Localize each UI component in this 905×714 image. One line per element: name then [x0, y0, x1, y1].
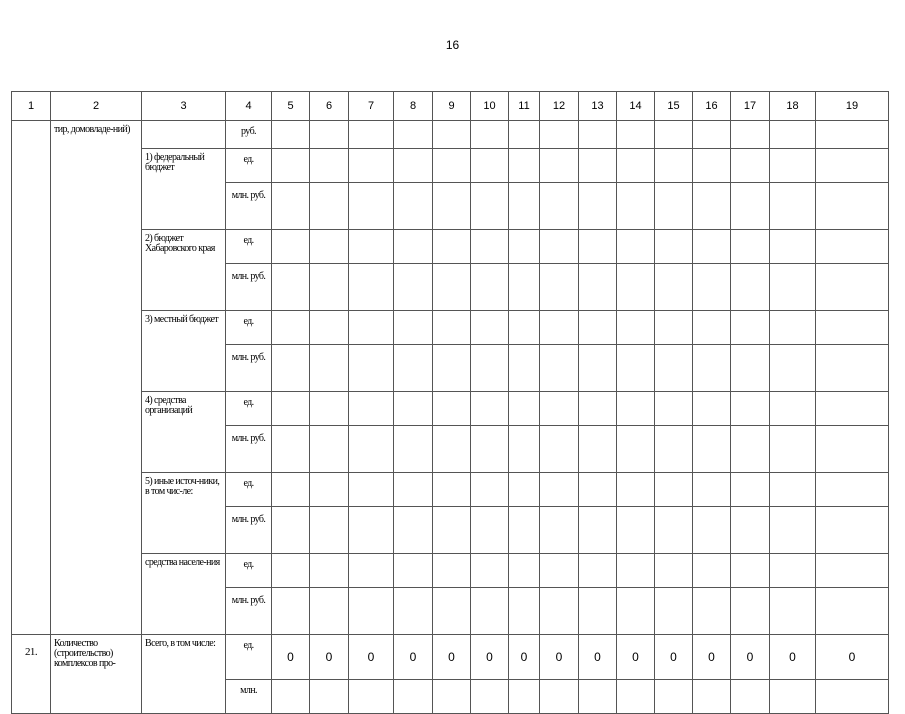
value-cell [433, 345, 471, 392]
value-cell [394, 680, 433, 714]
value-cell [433, 680, 471, 714]
header-cell: 17 [731, 92, 770, 121]
value-cell [540, 345, 579, 392]
source-cell: 4) средства организаций [142, 392, 226, 473]
value-cell [349, 680, 394, 714]
value-cell [471, 264, 509, 311]
unit-cell: млн. руб. [226, 345, 272, 392]
value-cell [693, 149, 731, 183]
value-cell [471, 680, 509, 714]
value-cell [509, 230, 540, 264]
value-cell [310, 680, 349, 714]
table-row [12, 554, 889, 588]
value-cell [731, 426, 770, 473]
value-cell [349, 588, 394, 635]
value-cell [310, 264, 349, 311]
value-cell [579, 554, 617, 588]
value-cell [509, 588, 540, 635]
value-cell [394, 426, 433, 473]
unit-cell: руб. [226, 121, 272, 149]
value-cell [579, 473, 617, 507]
value-cell [310, 183, 349, 230]
unit-cell: млн. руб. [226, 588, 272, 635]
value-cell [617, 230, 655, 264]
value-cell [816, 680, 889, 714]
value-cell [770, 345, 816, 392]
value-cell [272, 426, 310, 473]
value-cell [509, 345, 540, 392]
value-cell [655, 507, 693, 554]
value-cell [540, 230, 579, 264]
value-cell [310, 392, 349, 426]
value-cell [770, 149, 816, 183]
value-cell [731, 149, 770, 183]
value-cell [731, 230, 770, 264]
value-cell [617, 680, 655, 714]
value-cell [816, 183, 889, 230]
value-cell [579, 311, 617, 345]
unit-cell: млн. [226, 680, 272, 714]
value-cell [617, 311, 655, 345]
value-cell [433, 392, 471, 426]
value-cell [471, 426, 509, 473]
value-cell [655, 183, 693, 230]
value-cell [579, 392, 617, 426]
indicator-name-cell: тир, домовладе-ний) [51, 121, 142, 635]
value-cell [540, 507, 579, 554]
value-cell [471, 392, 509, 426]
value-cell [471, 345, 509, 392]
value-cell [579, 183, 617, 230]
value-cell [349, 121, 394, 149]
value-cell [655, 588, 693, 635]
value-cell [731, 311, 770, 345]
header-cell: 11 [509, 92, 540, 121]
value-cell [471, 230, 509, 264]
header-cell: 5 [272, 92, 310, 121]
value-cell [655, 426, 693, 473]
value-cell [310, 588, 349, 635]
value-cell [770, 588, 816, 635]
unit-cell: ед. [226, 230, 272, 264]
value-cell [540, 264, 579, 311]
value-cell [579, 121, 617, 149]
value-cell [617, 588, 655, 635]
value-cell [816, 507, 889, 554]
value-cell [693, 345, 731, 392]
value-cell [349, 473, 394, 507]
value-cell [579, 588, 617, 635]
source-cell: 2) бюджет Хабаровского края [142, 230, 226, 311]
value-cell [770, 392, 816, 426]
value-cell [816, 264, 889, 311]
unit-cell: млн. руб. [226, 507, 272, 554]
table-row [12, 230, 889, 264]
value-cell [471, 311, 509, 345]
value-cell [816, 392, 889, 426]
value-cell [272, 183, 310, 230]
value-cell [310, 473, 349, 507]
header-cell: 10 [471, 92, 509, 121]
value-cell [617, 264, 655, 311]
value-cell [310, 426, 349, 473]
value-cell [394, 554, 433, 588]
value-cell: 0 [540, 635, 579, 680]
header-cell: 3 [142, 92, 226, 121]
value-cell [349, 345, 394, 392]
value-cell [816, 311, 889, 345]
value-cell [540, 588, 579, 635]
value-cell [540, 392, 579, 426]
value-cell [770, 473, 816, 507]
value-cell [509, 264, 540, 311]
value-cell [509, 426, 540, 473]
value-cell [349, 149, 394, 183]
value-cell: 0 [617, 635, 655, 680]
unit-cell: ед. [226, 311, 272, 345]
table-row [12, 311, 889, 345]
value-cell [655, 264, 693, 311]
value-cell [816, 345, 889, 392]
value-cell [394, 392, 433, 426]
value-cell [693, 507, 731, 554]
value-cell [655, 311, 693, 345]
source-cell: Всего, в том числе: [142, 635, 226, 714]
value-cell [693, 121, 731, 149]
unit-cell: ед. [226, 149, 272, 183]
value-cell [816, 554, 889, 588]
value-cell [540, 311, 579, 345]
header-cell: 1 [12, 92, 51, 121]
value-cell [394, 183, 433, 230]
value-cell [617, 149, 655, 183]
unit-cell: млн. руб. [226, 426, 272, 473]
value-cell [731, 680, 770, 714]
value-cell [693, 680, 731, 714]
value-cell [540, 680, 579, 714]
header-cell: 4 [226, 92, 272, 121]
value-cell [272, 121, 310, 149]
value-cell [310, 554, 349, 588]
value-cell [471, 149, 509, 183]
value-cell [310, 345, 349, 392]
value-cell [816, 588, 889, 635]
value-cell [509, 311, 540, 345]
value-cell [617, 507, 655, 554]
header-cell: 2 [51, 92, 142, 121]
value-cell [272, 149, 310, 183]
value-cell [655, 680, 693, 714]
value-cell [349, 264, 394, 311]
value-cell: 0 [394, 635, 433, 680]
header-cell: 14 [617, 92, 655, 121]
value-cell [433, 183, 471, 230]
value-cell [655, 554, 693, 588]
value-cell [693, 264, 731, 311]
value-cell [693, 426, 731, 473]
value-cell [471, 473, 509, 507]
value-cell [693, 588, 731, 635]
header-cell: 7 [349, 92, 394, 121]
value-cell: 0 [509, 635, 540, 680]
value-cell [509, 121, 540, 149]
value-cell [349, 230, 394, 264]
value-cell [540, 121, 579, 149]
value-cell [655, 392, 693, 426]
value-cell [540, 554, 579, 588]
value-cell [731, 392, 770, 426]
indicator-name-cell: Количество (строительство) комплексов про- [51, 635, 142, 714]
value-cell [272, 554, 310, 588]
value-cell [617, 345, 655, 392]
value-cell [655, 230, 693, 264]
value-cell [509, 392, 540, 426]
row-number-cell [12, 121, 51, 635]
header-cell: 15 [655, 92, 693, 121]
value-cell: 0 [310, 635, 349, 680]
value-cell [310, 149, 349, 183]
value-cell [509, 473, 540, 507]
value-cell [394, 264, 433, 311]
value-cell [816, 121, 889, 149]
value-cell [579, 345, 617, 392]
value-cell [770, 554, 816, 588]
value-cell [655, 149, 693, 183]
value-cell [617, 473, 655, 507]
table-row [12, 392, 889, 426]
value-cell [433, 426, 471, 473]
value-cell: 0 [471, 635, 509, 680]
value-cell [509, 680, 540, 714]
value-cell [509, 183, 540, 230]
value-cell [579, 507, 617, 554]
value-cell [731, 588, 770, 635]
header-cell: 19 [816, 92, 889, 121]
value-cell [433, 311, 471, 345]
value-cell [509, 507, 540, 554]
value-cell [617, 392, 655, 426]
value-cell [617, 426, 655, 473]
value-cell: 0 [655, 635, 693, 680]
value-cell [349, 507, 394, 554]
value-cell: 0 [579, 635, 617, 680]
value-cell [770, 426, 816, 473]
value-cell [310, 311, 349, 345]
header-cell: 18 [770, 92, 816, 121]
value-cell [731, 345, 770, 392]
value-cell: 0 [816, 635, 889, 680]
unit-cell: ед. [226, 473, 272, 507]
value-cell [272, 345, 310, 392]
value-cell [693, 473, 731, 507]
value-cell [579, 426, 617, 473]
data-table [11, 91, 889, 714]
value-cell: 0 [731, 635, 770, 680]
header-row [12, 92, 889, 121]
value-cell [770, 121, 816, 149]
value-cell [693, 554, 731, 588]
table-row [12, 121, 889, 149]
value-cell [579, 264, 617, 311]
value-cell [731, 183, 770, 230]
value-cell [310, 121, 349, 149]
value-cell [540, 183, 579, 230]
header-cell: 13 [579, 92, 617, 121]
value-cell [770, 507, 816, 554]
unit-cell: ед. [226, 554, 272, 588]
value-cell [731, 121, 770, 149]
value-cell [655, 473, 693, 507]
value-cell [693, 311, 731, 345]
table-row [12, 473, 889, 507]
value-cell [731, 264, 770, 311]
value-cell [471, 588, 509, 635]
table-row [12, 149, 889, 183]
value-cell [394, 588, 433, 635]
source-cell: 1) федеральный бюджет [142, 149, 226, 230]
value-cell [770, 264, 816, 311]
value-cell: 0 [770, 635, 816, 680]
value-cell [394, 149, 433, 183]
value-cell [394, 230, 433, 264]
value-cell [272, 473, 310, 507]
value-cell [471, 121, 509, 149]
value-cell [655, 345, 693, 392]
header-cell: 6 [310, 92, 349, 121]
value-cell [310, 230, 349, 264]
value-cell [816, 149, 889, 183]
value-cell [540, 426, 579, 473]
value-cell [770, 680, 816, 714]
value-cell [433, 507, 471, 554]
value-cell [770, 311, 816, 345]
value-cell [272, 392, 310, 426]
value-cell: 0 [272, 635, 310, 680]
value-cell [731, 473, 770, 507]
value-cell [349, 183, 394, 230]
value-cell [394, 507, 433, 554]
value-cell [349, 311, 394, 345]
value-cell [731, 554, 770, 588]
value-cell [433, 230, 471, 264]
unit-cell: млн. руб. [226, 183, 272, 230]
value-cell [693, 183, 731, 230]
value-cell [770, 230, 816, 264]
value-cell [731, 507, 770, 554]
value-cell [349, 392, 394, 426]
value-cell [816, 230, 889, 264]
value-cell [509, 149, 540, 183]
value-cell [272, 230, 310, 264]
value-cell [272, 680, 310, 714]
header-cell: 8 [394, 92, 433, 121]
value-cell [394, 345, 433, 392]
value-cell [579, 149, 617, 183]
table-row [12, 635, 889, 680]
value-cell: 0 [693, 635, 731, 680]
value-cell [394, 121, 433, 149]
unit-cell: ед. [226, 392, 272, 426]
value-cell [579, 230, 617, 264]
value-cell [310, 507, 349, 554]
value-cell: 0 [433, 635, 471, 680]
value-cell [540, 149, 579, 183]
value-cell [540, 473, 579, 507]
unit-cell: млн. руб. [226, 264, 272, 311]
value-cell [272, 264, 310, 311]
value-cell [349, 554, 394, 588]
header-cell: 16 [693, 92, 731, 121]
value-cell [693, 392, 731, 426]
source-cell: 5) иные источ-ники, в том чис-ле: [142, 473, 226, 554]
value-cell [579, 680, 617, 714]
value-cell [433, 473, 471, 507]
value-cell [433, 149, 471, 183]
value-cell [655, 121, 693, 149]
value-cell [433, 588, 471, 635]
value-cell [693, 230, 731, 264]
header-cell: 9 [433, 92, 471, 121]
row-number-cell: 21. [12, 635, 51, 714]
value-cell: 0 [349, 635, 394, 680]
value-cell [394, 473, 433, 507]
value-cell [471, 507, 509, 554]
header-cell: 12 [540, 92, 579, 121]
value-cell [471, 183, 509, 230]
value-cell [509, 554, 540, 588]
value-cell [433, 554, 471, 588]
value-cell [394, 311, 433, 345]
value-cell [617, 121, 655, 149]
value-cell [272, 588, 310, 635]
value-cell [617, 554, 655, 588]
value-cell [349, 426, 394, 473]
source-cell: средства населе-ния [142, 554, 226, 635]
value-cell [770, 183, 816, 230]
value-cell [617, 183, 655, 230]
value-cell [816, 473, 889, 507]
value-cell [433, 121, 471, 149]
unit-cell: ед. [226, 635, 272, 680]
page-number: 16 [445, 38, 460, 52]
source-cell [142, 121, 226, 149]
value-cell [471, 554, 509, 588]
value-cell [272, 311, 310, 345]
value-cell [816, 426, 889, 473]
value-cell [433, 264, 471, 311]
source-cell: 3) местный бюджет [142, 311, 226, 392]
value-cell [272, 507, 310, 554]
